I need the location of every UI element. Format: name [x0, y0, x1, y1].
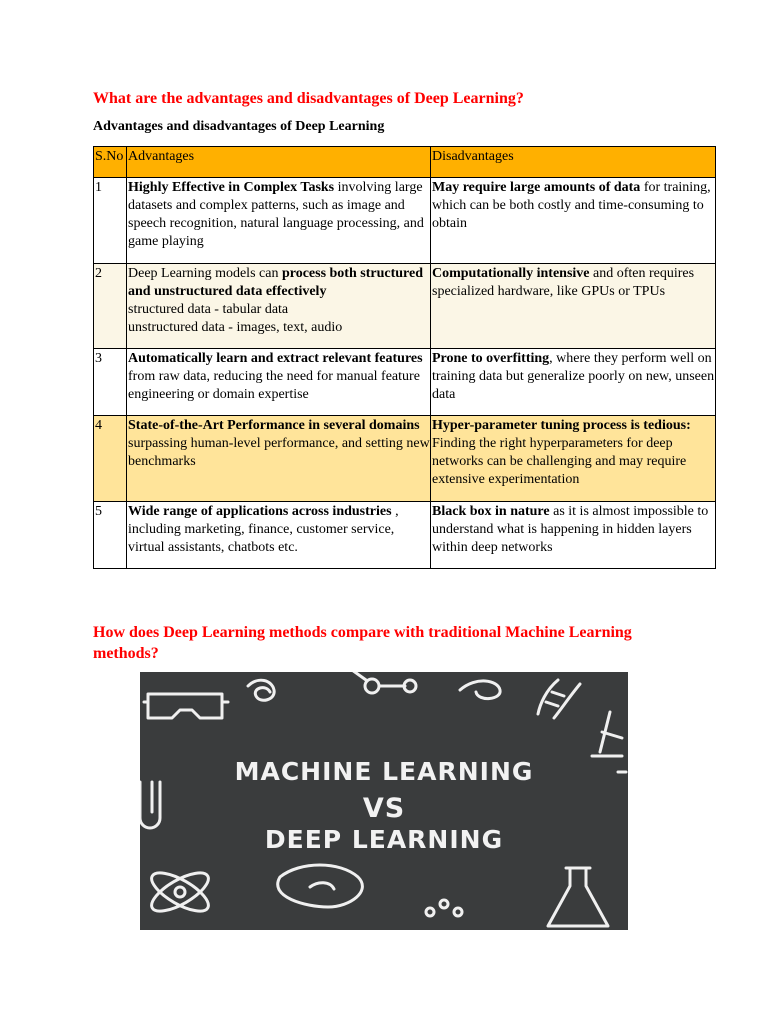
erlenmeyer-flask-icon: [548, 868, 608, 926]
header-sno: S.No: [94, 147, 127, 178]
header-advantages: Advantages: [127, 147, 431, 178]
advantage-cell: State-of-the-Art Performance in several domains surpassing human-level performance, and setting new benchmarks: [127, 416, 431, 502]
safety-goggles-icon: [144, 694, 228, 718]
table-row: [94, 178, 716, 264]
disadvantage-cell: May require large amounts of data for training, which can be both costly and time-consuming to obtain: [431, 178, 716, 264]
table-row: [94, 264, 716, 349]
advantage-cell: Automatically learn and extract relevant features from raw data, reducing the need for manual feature engineering or domain expertise: [127, 349, 431, 416]
table-caption: Advantages and disadvantages of Deep Learning: [93, 119, 385, 134]
molecule-icon: [352, 672, 416, 693]
table-row: [94, 416, 716, 502]
table-header-row: [94, 147, 716, 178]
section-heading-comparison: How does Deep Learning methods compare with traditional Machine Learning methods?: [93, 624, 632, 662]
cell-doodle-icon: [278, 865, 363, 907]
swirl-doodle-icon: [248, 680, 274, 700]
row-number: 1: [94, 178, 127, 264]
disadvantage-cell: Hyper-parameter tuning process is tedious: Finding the right hyperparameters for deep networks can be challenging and may require extensive experimentation: [431, 416, 716, 502]
banner-line-vs: VS: [362, 793, 406, 824]
header-disadvantages: Disadvantages: [431, 147, 716, 178]
table-row: [94, 502, 716, 569]
ml-vs-dl-banner-image: [140, 672, 628, 930]
banner-line-deep-learning: DEEP LEARNING: [264, 825, 504, 854]
banner-line-machine-learning: MACHINE LEARNING: [234, 757, 534, 786]
row-number: 4: [94, 416, 127, 502]
advantages-table: [93, 146, 716, 569]
advantage-cell: Highly Effective in Complex Tasks involving large datasets and complex patterns, such as image and speech recognition, natural language processing, and game playing: [127, 178, 431, 264]
atom-icon: [146, 866, 213, 919]
row-number: 2: [94, 264, 127, 349]
section-heading-advantages: What are the advantages and disadvantages of Deep Learning?: [93, 90, 524, 107]
dots-doodle-icon: [426, 900, 462, 916]
advantage-cell: Deep Learning models can process both structured and unstructured data effectively structured data - tabular data unstructured data - images, text, audio: [127, 264, 431, 349]
disadvantage-cell: Computationally intensive and often requires specialized hardware, like GPUs or TPUs: [431, 264, 716, 349]
loop-doodle-icon: [460, 681, 500, 699]
row-number: 5: [94, 502, 127, 569]
disadvantage-cell: Black box in nature as it is almost impossible to understand what is happening in hidden layers within deep networks: [431, 502, 716, 569]
row-number: 3: [94, 349, 127, 416]
dna-helix-icon: [538, 680, 580, 718]
disadvantage-cell: Prone to overfitting, where they perform well on training data but generalize poorly on new, unseen data: [431, 349, 716, 416]
advantage-cell: Wide range of applications across industries , including marketing, finance, customer service, virtual assistants, chatbots etc.: [127, 502, 431, 569]
table-row: [94, 349, 716, 416]
